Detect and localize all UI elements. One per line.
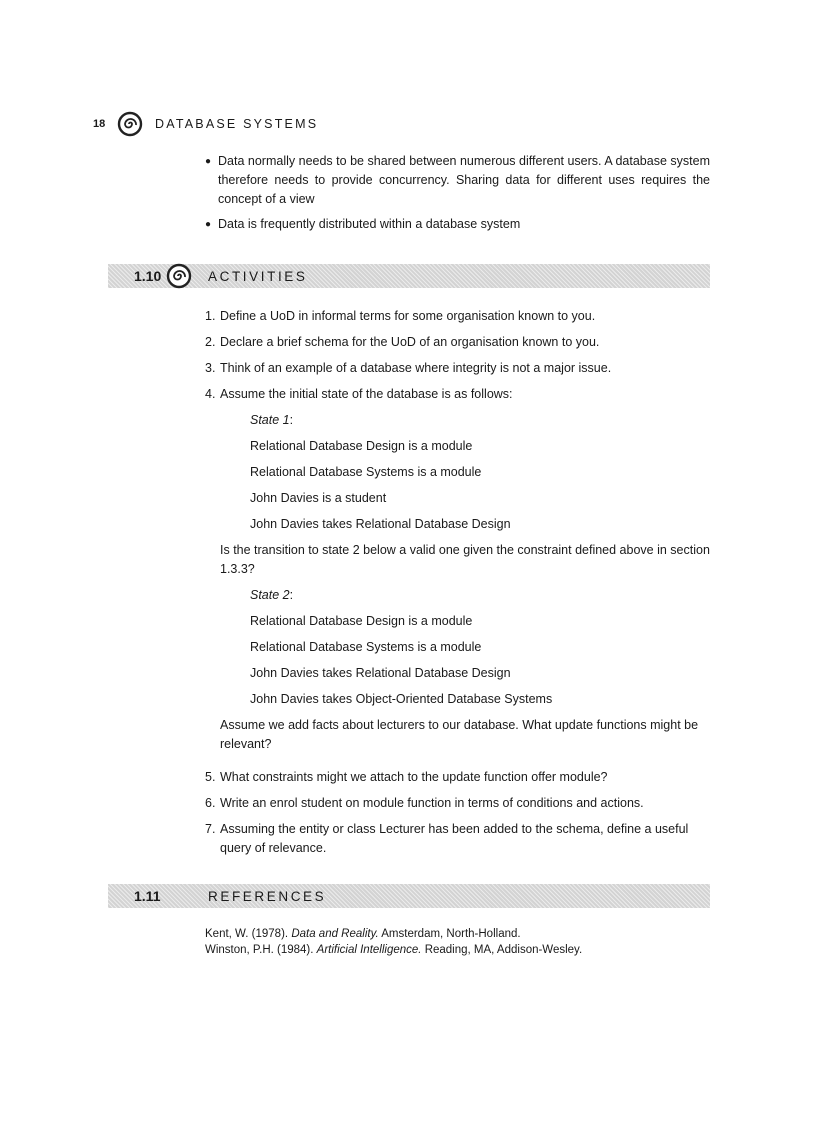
section-number: 1.11 — [134, 888, 161, 904]
item-number: 5. — [205, 770, 216, 784]
state-label: State 1 — [250, 413, 290, 427]
section-title: ACTIVITIES — [208, 268, 308, 284]
list-item — [205, 794, 710, 813]
section-heading-activities — [108, 264, 710, 288]
list-item: ● Data normally needs to be shared between numerous different users. A database system therefore needs to provide concurrency. Sharing data for different uses requires the concept of a view — [205, 152, 710, 209]
fact-line: John Davies takes Object-Oriented Database Systems — [250, 692, 553, 706]
bullet-list — [205, 152, 710, 240]
fact-line: John Davies is a student — [250, 491, 387, 505]
item-text: Define a UoD in informal terms for some organisation known to you. — [220, 309, 596, 323]
item-number: 1. — [205, 309, 216, 323]
fact-line: John Davies takes Relational Database Design — [250, 666, 511, 680]
fact-line: Relational Database Systems is a module — [250, 640, 482, 654]
state-2-block: State 2: Relational Database Design is a module Relational Database Systems is a module John Davies takes Relational Database Design John Davies takes Object-Oriented Database Systems — [220, 586, 710, 709]
fact-line: John Davies takes Relational Database Design — [250, 517, 511, 531]
reference-publisher: Reading, MA, Addison-Wesley. — [424, 944, 583, 956]
followup-text: Assume we add facts about lecturers to our database. What update functions might be relevant? — [220, 718, 699, 751]
list-item — [205, 359, 710, 378]
fact-line: Relational Database Design is a module — [250, 439, 473, 453]
swirl-icon — [166, 264, 200, 288]
question-text: Is the transition to state 2 below a valid one given the constraint defined above in section 1.3.3? — [220, 543, 710, 576]
section-number: 1.10 — [134, 268, 162, 284]
running-header — [93, 111, 318, 137]
activities-list — [205, 307, 710, 865]
reference-publisher: Amsterdam, North-Holland. — [381, 928, 521, 940]
list-item — [205, 333, 710, 352]
reference-author: Winston, P.H. (1984). — [205, 944, 314, 956]
fact-line: Relational Database Systems is a module — [250, 465, 482, 479]
item-text: Think of an example of a database where integrity is not a major issue. — [220, 361, 612, 375]
section-title: REFERENCES — [208, 888, 327, 904]
item-text: What constraints might we attach to the update function offer module? — [220, 770, 608, 784]
item-text: Assume the initial state of the database is as follows: — [220, 387, 513, 401]
list-item: ● Data is frequently distributed within a database system — [205, 215, 710, 234]
list-item — [205, 768, 710, 787]
state-label: State 2 — [250, 588, 290, 602]
section-heading-references — [108, 884, 710, 908]
item-number: 2. — [205, 335, 216, 349]
reference-entry — [205, 926, 710, 942]
item-text: Write an enrol student on module function in terms of conditions and actions. — [220, 796, 644, 810]
reference-title: Data and Reality. — [291, 928, 379, 940]
list-item — [205, 385, 710, 761]
page-number: 18 — [93, 118, 106, 130]
reference-author: Kent, W. (1978). — [205, 928, 289, 940]
reference-title: Artificial Intelligence. — [316, 944, 422, 956]
fact-line: Relational Database Design is a module — [250, 614, 473, 628]
item-number: 6. — [205, 796, 216, 810]
item-text: Assuming the entity or class Lecturer has been added to the schema, define a useful query of relevance. — [220, 822, 689, 855]
list-item — [205, 820, 710, 858]
state-1-block: State 1: Relational Database Design is a module Relational Database Systems is a module John Davies is a student John Davies takes Relational Database Design — [220, 411, 710, 534]
running-head: DATABASE SYSTEMS — [155, 117, 319, 131]
item-text: Declare a brief schema for the UoD of an organisation known to you. — [220, 335, 600, 349]
list-item — [205, 307, 710, 326]
item-number: 3. — [205, 361, 216, 375]
reference-entry — [205, 942, 710, 958]
item-number: 4. — [205, 387, 216, 401]
references-list — [205, 926, 710, 958]
item-number: 7. — [205, 822, 216, 836]
swirl-icon — [117, 111, 143, 137]
